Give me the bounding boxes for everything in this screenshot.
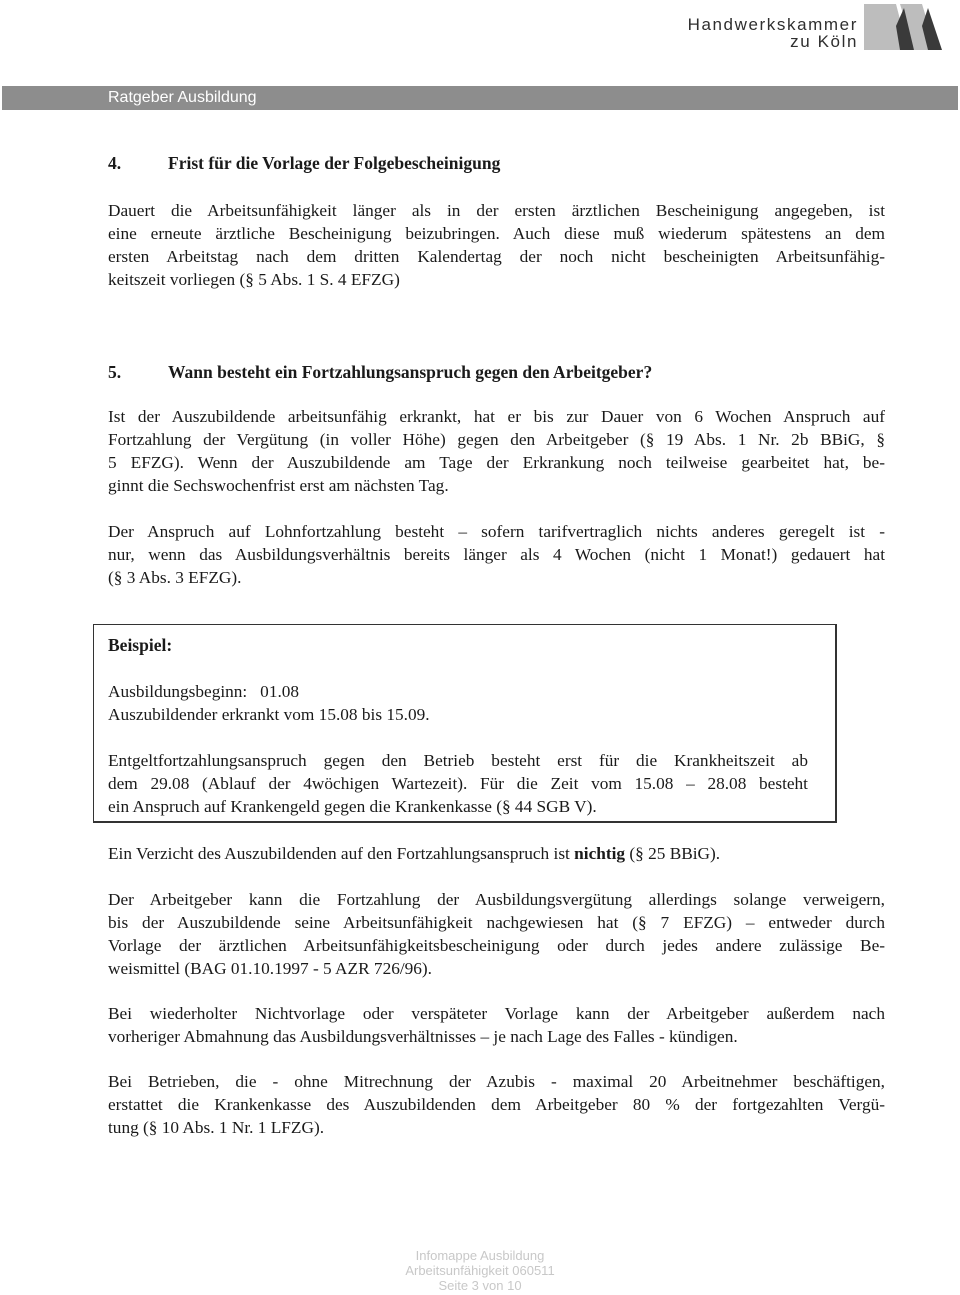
org-logo xyxy=(688,2,958,50)
verzicht-reference: (§ 25 BBiG). xyxy=(625,844,721,863)
text-line: Dauert die Arbeitsunfähigkeit länger als in der ersten ärztlichen Bescheinigung angegeben, ist xyxy=(108,201,885,220)
section-number: 4. xyxy=(108,153,122,173)
example-explanation xyxy=(108,749,808,818)
text-line: erstattet die Krankenkasse des Auszubildenden dem Arbeitgeber 80 % der fortgezahlten Vergü- xyxy=(108,1095,885,1114)
text-line: keitszeit vorliegen (§ 5 Abs. 1 S. 4 EFZG) xyxy=(108,270,400,289)
page-number: Seite 3 von 10 xyxy=(438,1278,522,1293)
text-line: Auszubildender erkrankt vom 15.08 bis 15.09. xyxy=(108,705,430,724)
text-line: Ist der Auszubildende arbeitsunfähig erkrankt, hat er bis zur Dauer von 6 Wochen Anspruch auf xyxy=(108,407,885,426)
org-name xyxy=(688,16,858,50)
text-line: Bei wiederholter Nichtvorlage oder verspäteter Vorlage kann der Arbeitgeber außerdem nach xyxy=(108,1004,885,1023)
example-box xyxy=(93,624,837,823)
text-line: ein Anspruch auf Krankengeld gegen die Krankenkasse (§ 44 SGB V). xyxy=(108,797,597,816)
verzicht-emphasis: nichtig xyxy=(574,844,626,863)
org-name-line1: Handwerkskammer xyxy=(687,15,858,34)
text-line: Vorlage der ärztlichen Arbeitsunfähigkeitsbescheinigung oder durch jedes andere zulässige Be- xyxy=(108,936,885,955)
text-line: Der Arbeitgeber kann die Fortzahlung der Ausbildungsvergütung allerdings solange verweigern, xyxy=(108,890,885,909)
section-number: 5. xyxy=(108,362,122,382)
section-bar-title: Ratgeber Ausbildung xyxy=(108,89,257,106)
verzicht-paragraph xyxy=(108,842,885,865)
section-title: Frist für die Vorlage der Folgebescheinigung xyxy=(168,153,501,173)
text-line: weismittel (BAG 01.10.1997 - 5 AZR 726/96). xyxy=(108,959,433,978)
hwk-koeln-logo-icon xyxy=(864,4,956,50)
page-footer xyxy=(0,1248,960,1293)
section-5-paragraph-1 xyxy=(108,405,885,497)
text-line xyxy=(108,842,885,865)
text-line: ersten Arbeitstag nach dem dritten Kalendertag der noch nicht bescheinigten Arbeitsunfähig- xyxy=(108,247,885,266)
nachweis-paragraph xyxy=(108,888,885,980)
text-line: (§ 3 Abs. 3 EFZG). xyxy=(108,568,242,587)
text-line: nur, wenn das Ausbildungsverhältnis bereits länger als 4 Wochen (nicht 1 Monat!) gedauert hat xyxy=(108,545,885,564)
text-line: Entgeltfortzahlungsanspruch gegen den Betrieb besteht erst für die Krankheitszeit ab xyxy=(108,751,808,770)
text-line: Der Anspruch auf Lohnfortzahlung besteht – sofern tarifvertraglich nichts anderes geregelt ist - xyxy=(108,522,885,541)
section-title: Wann besteht ein Fortzahlungsanspruch gegen den Arbeitgeber? xyxy=(168,362,653,382)
erstattung-paragraph xyxy=(108,1070,885,1139)
text-line: Fortzahlung der Vergütung (in voller Höhe) gegen den Arbeitgeber (§ 19 Abs. 1 Nr. 2b BBiG, § xyxy=(108,430,885,449)
example-dates xyxy=(108,680,808,726)
example-heading: Beispiel: xyxy=(108,635,173,655)
text-line: vorheriger Abmahnung das Ausbildungsverhältnisses – je nach Lage des Falles - kündigen. xyxy=(108,1027,738,1046)
text-line: 5 EFZG). Wenn der Auszubildende am Tage der Erkrankung noch teilweise gearbeitet hat, be- xyxy=(108,453,885,472)
text-line: ginnt die Sechswochenfrist erst am nächsten Tag. xyxy=(108,476,449,495)
text-line: Bei Betrieben, die - ohne Mitrechnung der Azubis - maximal 20 Arbeitnehmer beschäftigen, xyxy=(108,1072,885,1091)
kuendigung-paragraph xyxy=(108,1002,885,1048)
text-line: Ausbildungsbeginn: 01.08 xyxy=(108,682,300,701)
section-4-paragraph xyxy=(108,199,885,291)
footer-document-id: Arbeitsunfähigkeit 060511 xyxy=(405,1263,555,1278)
org-name-line2: zu Köln xyxy=(790,32,858,51)
footer-document-title: Infomappe Ausbildung xyxy=(415,1248,545,1263)
text-line: eine erneute ärztliche Bescheinigung beizubringen. Auch diese muß wiederum spätestens an dem xyxy=(108,224,885,243)
section-5-paragraph-2 xyxy=(108,520,885,589)
section-header-bar xyxy=(2,86,958,110)
text-line: bis der Auszubildende seine Arbeitsunfähigkeit nachgewiesen hat (§ 7 EFZG) – entweder durch xyxy=(108,913,885,932)
text-line: tung (§ 10 Abs. 1 Nr. 1 LFZG). xyxy=(108,1118,325,1137)
text-line: dem 29.08 (Ablauf der 4wöchigen Wartezeit). Für die Zeit vom 15.08 – 28.08 besteht xyxy=(108,774,808,793)
verzicht-text: Ein Verzicht des Auszubildenden auf den Fortzahlungsanspruch ist xyxy=(108,844,575,863)
